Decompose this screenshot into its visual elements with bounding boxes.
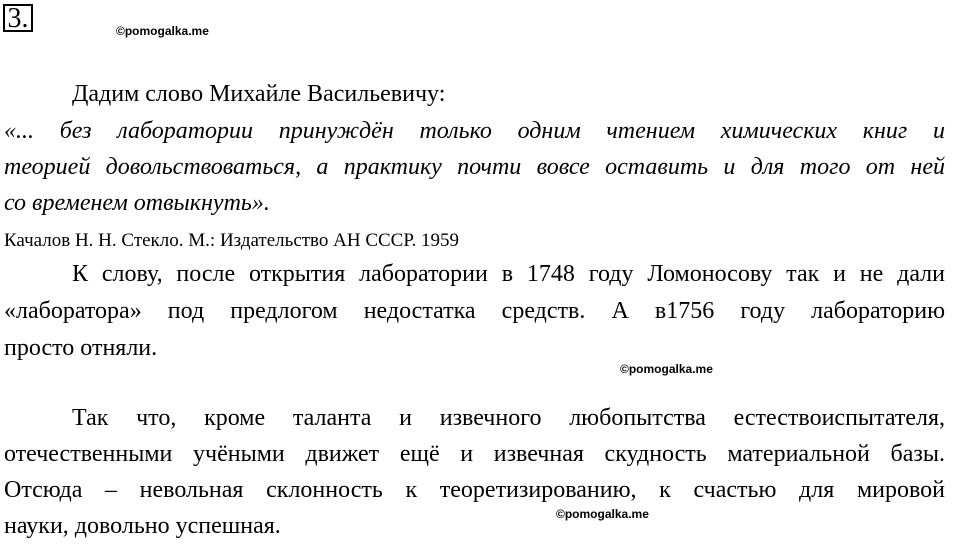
para1-line-3: просто отняли. xyxy=(4,335,158,361)
para2-line-1: Так что, кроме таланта и извечного любопытства естествоиспытателя, xyxy=(72,405,945,431)
para2-line-4: науки, довольно успешная. xyxy=(4,513,281,539)
watermark-middle: ©pomogalka.me xyxy=(620,362,713,376)
task-number-box xyxy=(3,4,33,32)
intro-line: Дадим слово Михайле Васильевичу: xyxy=(72,81,446,107)
quote-line-1: «... без лаборатории принуждён только одним чтением химических книг и xyxy=(4,118,945,144)
citation: Качалов Н. Н. Стекло. М.: Издательство АН СССР. 1959 xyxy=(4,230,460,251)
watermark-bottom: ©pomogalka.me xyxy=(556,507,649,521)
quote-line-3: со временем отвыкнуть». xyxy=(4,190,270,216)
para2-line-2: отечественными учёными движет ещё и извечная скудность материальной базы. xyxy=(4,441,945,467)
para2-line-3: Отсюда – невольная склонность к теоретизированию, к счастью для мировой xyxy=(4,477,945,503)
para1-line-2: «лаборатора» под предлогом недостатка средств. А в1756 году лабораторию xyxy=(4,298,945,324)
quote-line-2: теорией довольствоваться, а практику почти вовсе оставить и для того от ней xyxy=(4,154,945,180)
watermark-top: ©pomogalka.me xyxy=(116,24,209,38)
para1-line-1: К слову, после открытия лаборатории в 1748 году Ломоносову так и не дали xyxy=(72,261,945,287)
task-number: 3. xyxy=(7,3,29,34)
